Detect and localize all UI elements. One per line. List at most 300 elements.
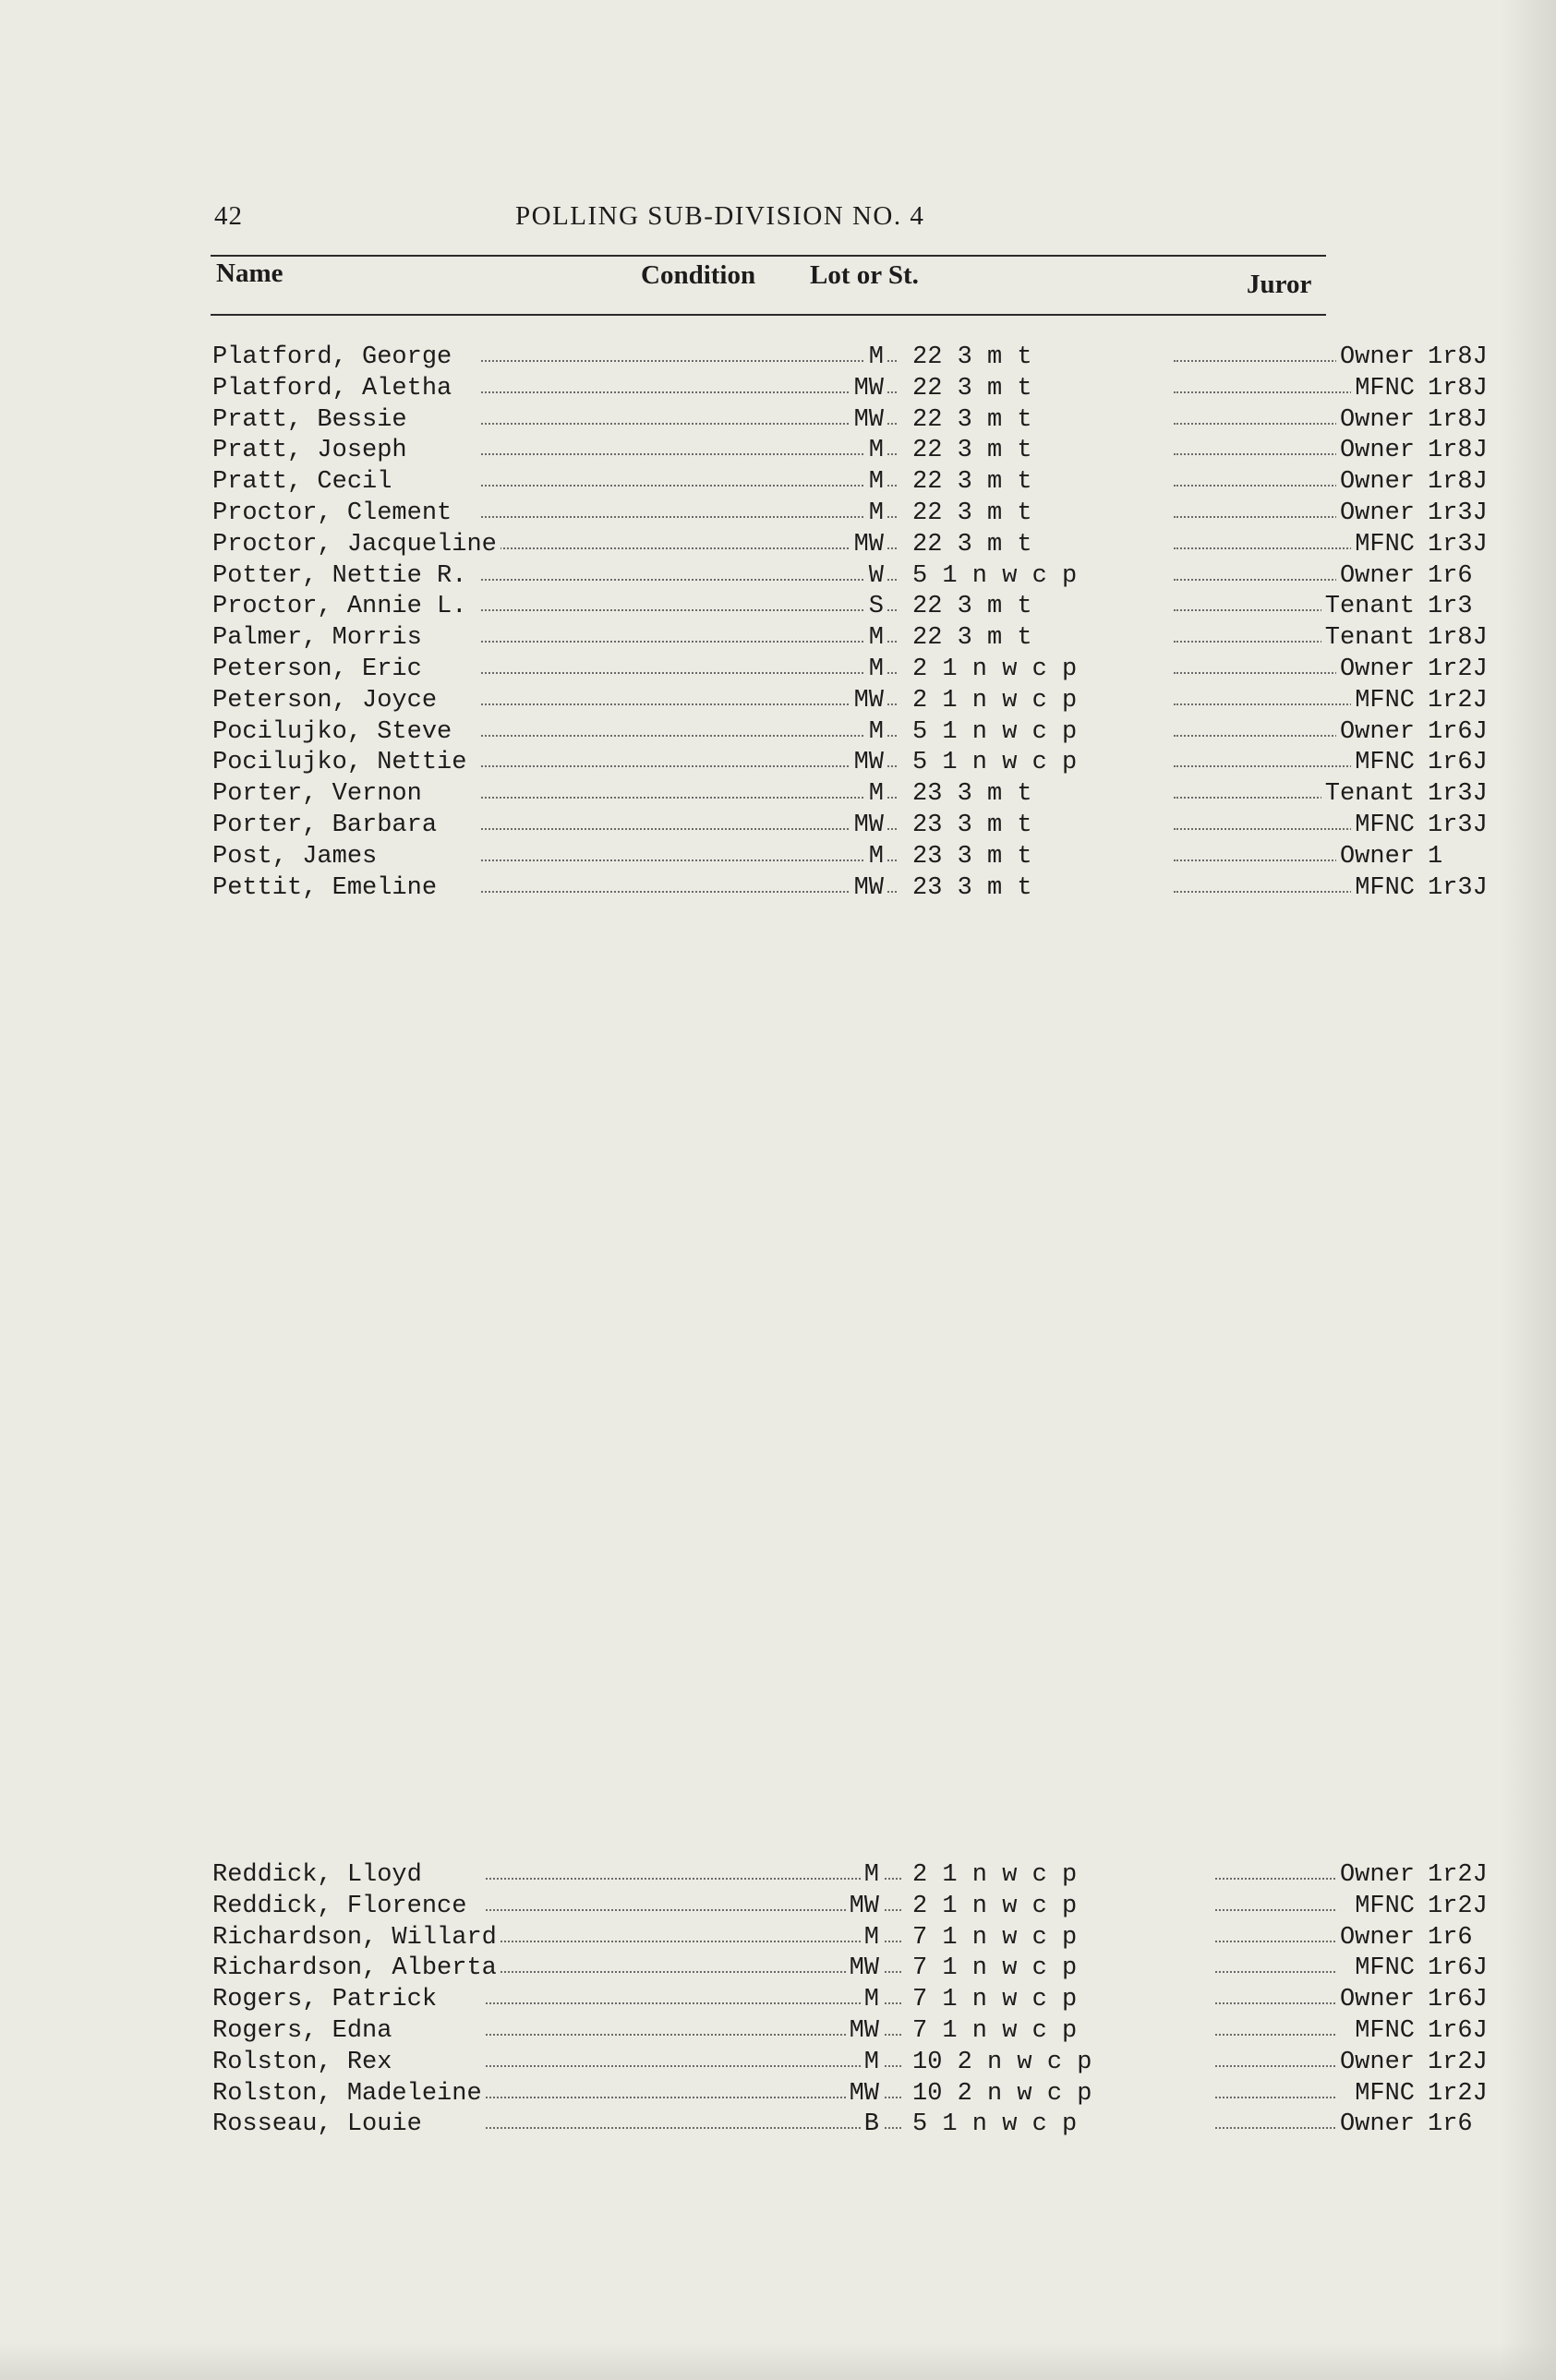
voter-name [209,435,411,466]
voter-status-text: Owner [1336,1924,1418,1952]
voter-name-text: Porter, Vernon [209,780,426,808]
voter-lot [912,1953,1077,1984]
voter-juror-text: 1r2J [1428,2079,1488,2108]
voter-juror [1428,2078,1488,2110]
voter-row [209,2015,1488,2047]
voter-condition [800,1891,883,1922]
voter-juror-text: 1r6 [1428,1923,1473,1952]
voter-juror [1428,747,1488,778]
voter-juror-text: 1r2J [1428,2048,1488,2076]
voter-name-text: Rosseau, Louie [209,2110,426,2138]
voter-condition [800,2109,883,2140]
voter-juror-text: 1r8J [1428,468,1488,497]
voter-lot [912,591,1032,622]
voter-juror-text: 1r3J [1428,499,1488,527]
voter-juror [1428,342,1488,373]
voter-lot [912,466,1032,498]
voter-condition-text: M [865,468,887,496]
voter-lot [912,529,1032,560]
voter-condition-text: MW [850,874,887,902]
voter-name-text: Proctor, Jacqueline [209,531,501,559]
voter-status-text: Owner [1336,2110,1418,2138]
voter-juror [1428,841,1442,872]
voter-status [1151,716,1418,748]
voter-juror [1428,654,1488,685]
voter-name [209,2015,395,2047]
voter-name-text: Proctor, Annie L. [209,593,470,620]
voter-lot [912,810,1032,841]
voter-lot-text: 23 3 m t [912,873,1032,902]
voter-condition [800,1922,883,1953]
voter-lot-text: 5 1 n w c p [912,749,1078,777]
voter-juror [1428,778,1488,810]
voter-lot-text: 2 1 n w c p [912,1861,1078,1889]
column-header-condition: Condition [641,260,756,290]
voter-lot-text: 23 3 m t [912,780,1032,809]
voter-juror-text: 1r3J [1428,873,1488,902]
voter-lot [912,1859,1077,1891]
voter-list-top [209,342,1488,903]
voter-name [209,2047,395,2078]
voter-name-text: Rogers, Patrick [209,1986,440,2013]
voter-status [1151,529,1418,560]
voter-row [209,1891,1488,1922]
voter-condition [804,529,887,560]
voter-row [209,373,1488,404]
voter-row [209,498,1488,529]
voter-name [209,810,440,841]
voter-condition [804,466,887,498]
voter-status [1151,841,1418,872]
voter-condition [800,2078,883,2110]
voter-status-text: Tenant [1321,593,1418,620]
voter-lot [912,2109,1077,2140]
voter-lot-text: 7 1 n w c p [912,1986,1078,2014]
voter-name [209,591,470,622]
voter-status [1151,435,1418,466]
voter-condition-text: MW [850,811,887,839]
voter-juror-text: 1r8J [1428,624,1488,653]
voter-juror-text: 1r6 [1428,561,1473,590]
voter-status [1151,404,1418,436]
voter-lot [912,404,1032,436]
voter-lot [912,747,1077,778]
voter-juror-text: 1r8J [1428,405,1488,434]
voter-condition-text: MW [850,531,887,559]
voter-name [209,841,380,872]
voter-condition-text: MW [850,406,887,434]
voter-row [209,1984,1488,2015]
voter-lot-text: 23 3 m t [912,811,1032,839]
voter-name-text: Peterson, Eric [209,655,426,683]
voter-row [209,654,1488,685]
voter-row [209,622,1488,654]
voter-juror-text: 1r6J [1428,2016,1488,2045]
voter-juror-text: 1r2J [1428,686,1488,715]
voter-juror [1428,622,1488,654]
voter-juror [1428,1891,1488,1922]
voter-status-text: Owner [1336,343,1418,371]
voter-juror-text: 1r3J [1428,530,1488,559]
page-header [214,201,1322,238]
voter-condition-text: M [865,437,887,464]
voter-row [209,747,1488,778]
voter-status [1141,2015,1418,2047]
voter-status-text: Owner [1336,562,1418,590]
voter-row [209,810,1488,841]
voter-name-text: Richardson, Alberta [209,1954,501,1982]
voter-status [1141,1953,1418,1984]
voter-lot-text: 22 3 m t [912,405,1032,434]
voter-juror-text: 1r6J [1428,749,1488,777]
voter-status [1141,1984,1418,2015]
voter-row [209,2109,1473,2140]
voter-name [209,466,395,498]
voter-lot-text: 10 2 n w c p [912,2048,1092,2076]
voter-condition-text: M [865,843,887,871]
voter-status [1151,373,1418,404]
voter-condition-text: MW [846,2080,883,2108]
voter-name [209,342,455,373]
voter-lot [912,841,1032,872]
voter-list-bottom [209,1859,1488,2140]
voter-lot [912,622,1032,654]
voter-name [209,404,411,436]
voter-status-text: Owner [1336,468,1418,496]
voter-status-text: MFNC [1351,874,1418,902]
voter-name-text: Reddick, Lloyd [209,1861,426,1889]
voter-name-text: Palmer, Morris [209,624,426,652]
voter-name-text: Rolston, Rex [209,2049,395,2076]
voter-name [209,778,426,810]
voter-status-text: Owner [1336,718,1418,746]
voter-condition [800,1859,883,1891]
voter-name [209,560,470,592]
voter-lot-text: 23 3 m t [912,842,1032,871]
page-edge-shadow [1501,0,1556,2380]
voter-row [209,716,1488,748]
voter-row [209,591,1473,622]
voter-status-text: Owner [1336,2049,1418,2076]
voter-name-text: Pettit, Emeline [209,874,440,902]
voter-juror [1428,404,1488,436]
voter-status [1151,654,1418,685]
voter-condition [804,872,887,904]
voter-lot-text: 2 1 n w c p [912,686,1078,715]
voter-condition-text: MW [846,1893,883,1920]
voter-status [1151,685,1418,716]
voter-row [209,342,1488,373]
voter-condition-text: M [865,718,887,746]
voter-juror [1428,872,1488,904]
voter-juror-text: 1r6J [1428,1986,1488,2014]
voter-condition-text: M [865,624,887,652]
voter-lot [912,1984,1077,2015]
voter-juror [1428,498,1488,529]
voter-juror [1428,1953,1488,1984]
voter-condition [804,373,887,404]
voter-juror-text: 1r2J [1428,1861,1488,1889]
voter-condition [804,747,887,778]
header-rule-bottom [211,314,1326,316]
voter-status-text: MFNC [1351,2017,1418,2045]
voter-name [209,1891,470,1922]
voter-status-text: Tenant [1321,780,1418,808]
voter-name-text: Richardson, Willard [209,1924,501,1952]
voter-name-text: Platford, Aletha [209,375,455,403]
voter-juror [1428,1984,1488,2015]
voter-status-text: MFNC [1351,1893,1418,1920]
voter-juror [1428,560,1473,592]
voter-lot [912,560,1077,592]
voter-status-text: Tenant [1321,624,1418,652]
voter-name-text: Pocilujko, Steve [209,718,455,746]
voter-lot-text: 22 3 m t [912,374,1032,403]
voter-status-text: MFNC [1351,531,1418,559]
voter-condition-text: M [865,343,887,371]
page-bottom-shadow [0,2343,1556,2380]
voter-lot-text: 5 1 n w c p [912,561,1078,590]
voter-status [1141,2109,1418,2140]
voter-lot-text: 5 1 n w c p [912,2110,1078,2139]
voter-name [209,747,470,778]
voter-row [209,466,1488,498]
voter-condition [804,560,887,592]
voter-name-text: Rogers, Edna [209,2017,395,2045]
voter-condition-text: M [865,499,887,527]
page-number: 42 [214,201,243,231]
voter-juror [1428,2047,1488,2078]
voter-lot [912,1922,1077,1953]
voter-name [209,529,501,560]
voter-status [1141,1859,1418,1891]
voter-status [1151,810,1418,841]
voter-condition-text: M [861,1986,883,2013]
voter-status-text: Owner [1336,499,1418,527]
voter-juror-text: 1r8J [1428,374,1488,403]
voter-name-text: Pratt, Bessie [209,406,411,434]
voter-name-text: Rolston, Madeleine [209,2080,486,2108]
voter-condition-text: MW [850,749,887,776]
voter-condition [804,591,887,622]
voter-lot [912,654,1077,685]
voter-juror [1428,373,1488,404]
voter-lot [912,872,1032,904]
voter-status-text: Owner [1336,843,1418,871]
column-header-lot: Lot or St. [810,260,919,290]
voter-juror-text: 1r3J [1428,780,1488,809]
voter-row [209,685,1488,716]
voter-condition-text: MW [846,2017,883,2045]
voter-juror [1428,1859,1488,1891]
voter-lot-text: 2 1 n w c p [912,1892,1078,1920]
voter-status [1151,872,1418,904]
voter-condition [800,1953,883,1984]
voter-condition-text: B [861,2110,883,2138]
voter-status [1151,622,1418,654]
voter-name-text: Post, James [209,843,380,871]
voter-status [1151,747,1418,778]
voter-juror-text: 1r8J [1428,343,1488,371]
voter-lot [912,685,1077,716]
voter-name-text: Platford, George [209,343,455,371]
voter-lot [912,342,1032,373]
voter-condition-text: M [861,1861,883,1889]
voter-lot [912,2078,1092,2110]
voter-lot [912,435,1032,466]
voter-lot-text: 22 3 m t [912,530,1032,559]
voter-row [209,778,1488,810]
voter-condition [804,810,887,841]
voter-lot-text: 7 1 n w c p [912,1923,1078,1952]
voter-status [1141,2078,1418,2110]
voter-name [209,716,455,748]
voter-juror-text: 1r2J [1428,655,1488,683]
voter-row [209,404,1488,436]
voter-row [209,1922,1473,1953]
voter-condition [804,342,887,373]
voter-condition [804,654,887,685]
voter-name-text: Peterson, Joyce [209,687,440,715]
voter-name [209,1922,501,1953]
voter-juror-text: 1r6J [1428,717,1488,746]
voter-status-text: Owner [1336,437,1418,464]
voter-status-text: MFNC [1351,749,1418,776]
voter-name [209,622,426,654]
voter-lot-text: 22 3 m t [912,624,1032,653]
voter-name-text: Pratt, Joseph [209,437,411,464]
voter-lot-text: 10 2 n w c p [912,2079,1092,2108]
column-header-juror: Juror [1247,270,1312,299]
voter-status [1151,591,1418,622]
voter-status-text: MFNC [1351,2080,1418,2108]
voter-status-text: MFNC [1351,375,1418,403]
voter-status [1151,560,1418,592]
voter-juror [1428,1922,1473,1953]
voter-lot [912,373,1032,404]
voter-juror [1428,2109,1473,2140]
voter-condition-text: M [861,1924,883,1952]
voter-status-text: Owner [1336,1861,1418,1889]
voter-condition [804,404,887,436]
voter-row [209,1859,1488,1891]
voter-condition-text: S [865,593,887,620]
voter-status-text: Owner [1336,1986,1418,2013]
voter-row [209,841,1443,872]
voter-row [209,2078,1488,2110]
voter-status [1151,342,1418,373]
voter-name [209,1859,426,1891]
voter-status [1141,2047,1418,2078]
voter-status-text: MFNC [1351,811,1418,839]
voter-name-text: Potter, Nettie R. [209,562,470,590]
voter-condition [800,1984,883,2015]
voter-condition-text: W [865,562,887,590]
voter-juror [1428,529,1488,560]
voter-status-text: Owner [1336,406,1418,434]
voter-status [1151,498,1418,529]
voter-condition-text: MW [850,375,887,403]
voter-name [209,872,440,904]
voter-row [209,872,1488,904]
voter-condition-text: M [861,2049,883,2076]
voter-status [1151,466,1418,498]
voter-name-text: Porter, Barbara [209,811,440,839]
voter-lot [912,498,1032,529]
voter-juror-text: 1r2J [1428,1892,1488,1920]
voter-row [209,1953,1488,1984]
voter-name-text: Pocilujko, Nettie [209,749,470,776]
voter-juror [1428,435,1488,466]
page-title: POLLING SUB-DIVISION NO. 4 [515,201,925,231]
voter-juror-text: 1r6 [1428,2110,1473,2139]
voter-status [1141,1922,1418,1953]
voter-lot [912,2047,1092,2078]
voter-status-text: MFNC [1351,1954,1418,1982]
voter-name [209,2078,486,2110]
voter-condition [800,2047,883,2078]
header-rule-top [211,255,1326,257]
voter-status-text: Owner [1336,655,1418,683]
voter-lot-text: 22 3 m t [912,437,1032,465]
voter-condition-text: MW [846,1954,883,1982]
voter-juror [1428,591,1473,622]
voter-condition-text: M [865,780,887,808]
voter-name [209,685,440,716]
voter-name [209,373,455,404]
voter-status [1151,778,1418,810]
voter-lot [912,716,1077,748]
voter-lot-text: 22 3 m t [912,343,1032,371]
voter-lot-text: 7 1 n w c p [912,1954,1078,1983]
voter-juror-text: 1r3J [1428,811,1488,839]
voter-lot-text: 22 3 m t [912,499,1032,527]
voter-juror-text: 1r6J [1428,1954,1488,1983]
voter-name-text: Reddick, Florence [209,1893,470,1920]
voter-condition [804,841,887,872]
voter-status [1141,1891,1418,1922]
voter-row [209,560,1473,592]
voter-condition [800,2015,883,2047]
voter-lot [912,1891,1077,1922]
voter-juror-text: 1r8J [1428,437,1488,465]
voter-condition-text: M [865,655,887,683]
voter-lot [912,778,1032,810]
voter-juror [1428,716,1488,748]
voter-lot-text: 2 1 n w c p [912,655,1078,683]
voter-juror [1428,810,1488,841]
voter-row [209,2047,1488,2078]
voter-lot-text: 22 3 m t [912,468,1032,497]
column-header-name: Name [216,258,283,288]
voter-lot-text: 5 1 n w c p [912,717,1078,746]
voter-name [209,1984,440,2015]
voter-condition [804,685,887,716]
voter-row [209,529,1488,560]
voter-condition [804,778,887,810]
voter-name-text: Proctor, Clement [209,499,455,527]
voter-juror-text: 1r3 [1428,593,1473,621]
voter-name-text: Pratt, Cecil [209,468,395,496]
voter-condition [804,435,887,466]
voter-condition [804,716,887,748]
voter-name [209,498,455,529]
voter-lot-text: 22 3 m t [912,593,1032,621]
voter-juror [1428,466,1488,498]
voter-status-text: MFNC [1351,687,1418,715]
voter-name [209,1953,501,1984]
voter-lot-text: 7 1 n w c p [912,2016,1078,2045]
